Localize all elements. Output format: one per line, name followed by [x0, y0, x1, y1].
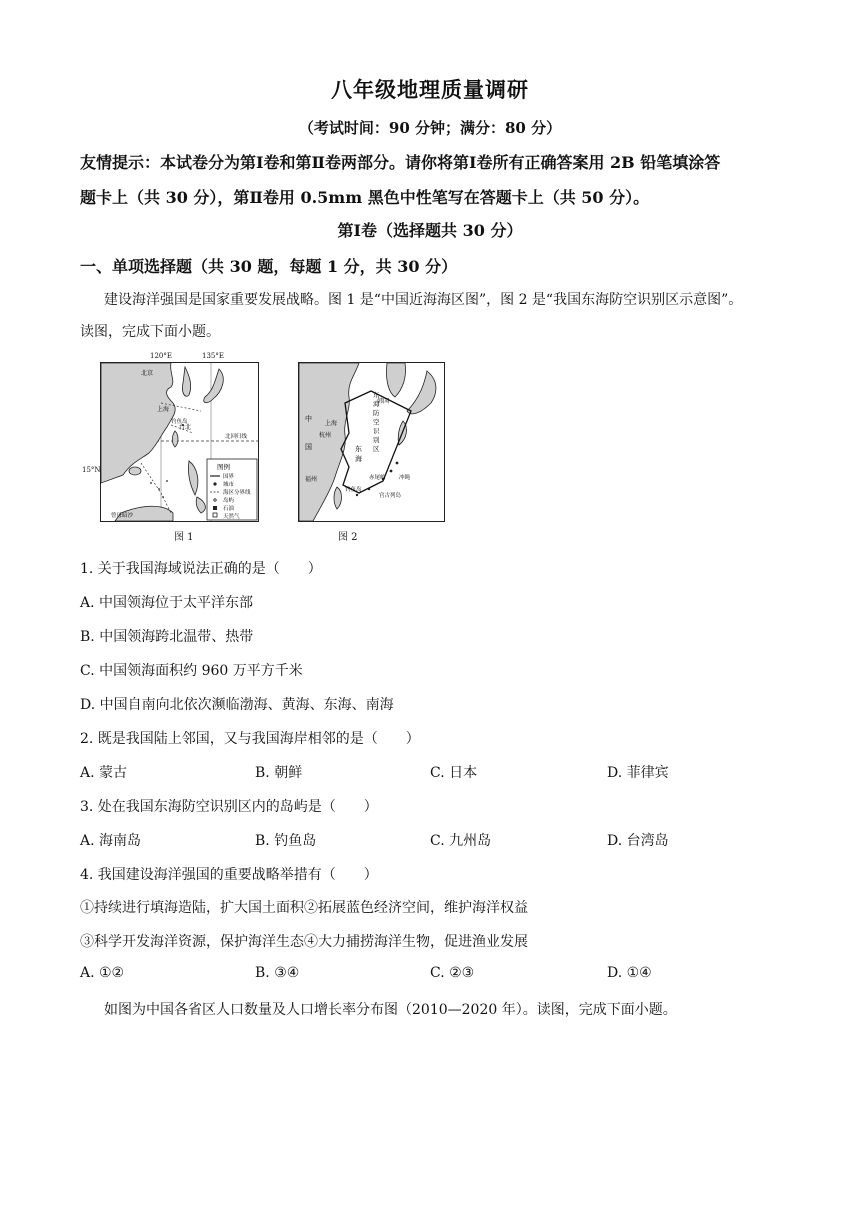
- section1-title: 一、单项选择题（共 30 题，每题 1 分，共 30 分）: [80, 257, 458, 276]
- q4-statement-2: ③科学开发海洋资源，保护海洋生态④大力捕捞海洋生物，促进渔业发展: [80, 934, 528, 950]
- label-chiwei: 赤尾屿: [369, 475, 386, 481]
- q1-option-b[interactable]: B. 中国领海跨北温带、热带: [80, 629, 254, 645]
- figure2-adiz-map: [298, 362, 445, 522]
- q3-option-d[interactable]: D. 台湾岛: [607, 833, 669, 849]
- label-beijing: 北京: [141, 370, 154, 377]
- q4-option-a[interactable]: A. ①②: [80, 965, 125, 981]
- label-adiz: 东海防空识别区: [373, 391, 380, 453]
- label-tropic: 北回归线: [225, 434, 248, 440]
- figure2-map-graphic: [299, 363, 444, 521]
- label-taipei: 台北: [179, 424, 192, 431]
- q1-option-d[interactable]: D. 中国自南向北依次濒临渤海、黄海、东海、南海: [80, 697, 394, 713]
- q2-option-d[interactable]: D. 菲律宾: [607, 765, 669, 781]
- question-4-stem: 4. 我国建设海洋强国的重要战略举措有（ ）: [80, 867, 378, 883]
- q2-option-b[interactable]: B. 朝鲜: [255, 765, 303, 781]
- label-miyako: 宫古列岛: [379, 493, 402, 499]
- intro2-text: 如图为中国各省区人口数量及人口增长率分布图（2010—2020 年）。读图，完成下面小题。: [104, 1002, 677, 1018]
- legend-item-city: 城市: [223, 482, 235, 488]
- legend-item-gas: 天然气: [223, 514, 240, 520]
- tip-line-1: 友情提示：本试卷分为第Ⅰ卷和第Ⅱ卷两部分。请你将第Ⅰ卷所有正确答案用 2B 铅笔填涂答: [80, 153, 721, 172]
- q1-option-c[interactable]: C. 中国领海面积约 960 万平方千米: [80, 663, 303, 679]
- fig1-lat-15: 15°N: [82, 466, 101, 474]
- legend-item-border: 国界: [223, 474, 235, 480]
- label-dong: 东: [355, 445, 362, 453]
- label-fuzhou: 福州: [305, 476, 318, 483]
- figure1-china-seas-map: [100, 362, 259, 522]
- legend-title: 图例: [217, 463, 230, 471]
- q3-option-a[interactable]: A. 海南岛: [80, 833, 142, 849]
- part1-title: 第Ⅰ卷（选择题共 30 分）: [337, 221, 523, 240]
- label-okinawa: 冲绳: [399, 475, 411, 481]
- question-1-stem: 1. 关于我国海域说法正确的是（ ）: [80, 561, 322, 577]
- label-shanghai: 上海: [157, 406, 170, 413]
- q4-option-b[interactable]: B. ③④: [255, 965, 300, 981]
- q3-option-c[interactable]: C. 九州岛: [430, 833, 492, 849]
- q1-option-a[interactable]: A. 中国领海位于太平洋东部: [80, 595, 254, 611]
- label-zengmu: 曾母暗沙: [111, 513, 134, 519]
- figure1-map-graphic: [101, 363, 258, 521]
- label-hangzhou: 杭州: [319, 432, 332, 439]
- q3-option-b[interactable]: B. 钓鱼岛: [255, 833, 317, 849]
- q4-option-c[interactable]: C. ②③: [430, 965, 475, 981]
- label-guo: 国: [305, 443, 312, 451]
- intro1-line-1: 建设海洋强国是国家重要发展战略。图 1 是“中国近海海区图”，图 2 是“我国东海防空识别区示意图”。: [104, 292, 743, 308]
- question-2-stem: 2. 既是我国陆上邻国，又与我国海岸相邻的是（ ）: [80, 731, 420, 747]
- label-shanghai-2: 上海: [325, 420, 338, 427]
- label-hai: 海: [355, 455, 362, 463]
- label-zhong: 中: [305, 415, 312, 423]
- exam-title: 八年级地理质量调研: [331, 77, 529, 102]
- label-diaoyu-2: 钓鱼岛: [345, 487, 362, 493]
- q2-option-a[interactable]: A. 蒙古: [80, 765, 128, 781]
- legend-item-sea-boundary: 海区分界线: [223, 490, 251, 496]
- q2-option-c[interactable]: C. 日本: [430, 765, 478, 781]
- legend-item-island: 岛屿: [223, 498, 235, 504]
- fig1-lon-135: 135°E: [202, 352, 224, 360]
- legend-item-oil: 石油: [223, 506, 235, 512]
- intro1-line-2: 读图，完成下面小题。: [80, 324, 220, 340]
- label-diaoyu: 钓鱼岛: [171, 419, 188, 425]
- figure1-caption: 图 1: [174, 532, 194, 543]
- fig1-lon-120: 120°E: [150, 352, 172, 360]
- figure2-caption: 图 2: [338, 532, 358, 543]
- tip-line-2: 题卡上（共 30 分），第Ⅱ卷用 0.5mm 黑色中性笔写在答题卡上（共 50 分）。: [80, 188, 650, 207]
- q4-statement-1: ①持续进行填海造陆，扩大国土面积②拓展蓝色经济空间，维护海洋权益: [80, 900, 528, 916]
- label-korea: 韩国: [377, 398, 390, 405]
- exam-subtitle: （考试时间：90 分钟；满分：80 分）: [298, 119, 562, 137]
- question-3-stem: 3. 处在我国东海防空识别区内的岛屿是（ ）: [80, 799, 378, 815]
- q4-option-d[interactable]: D. ①④: [607, 965, 652, 981]
